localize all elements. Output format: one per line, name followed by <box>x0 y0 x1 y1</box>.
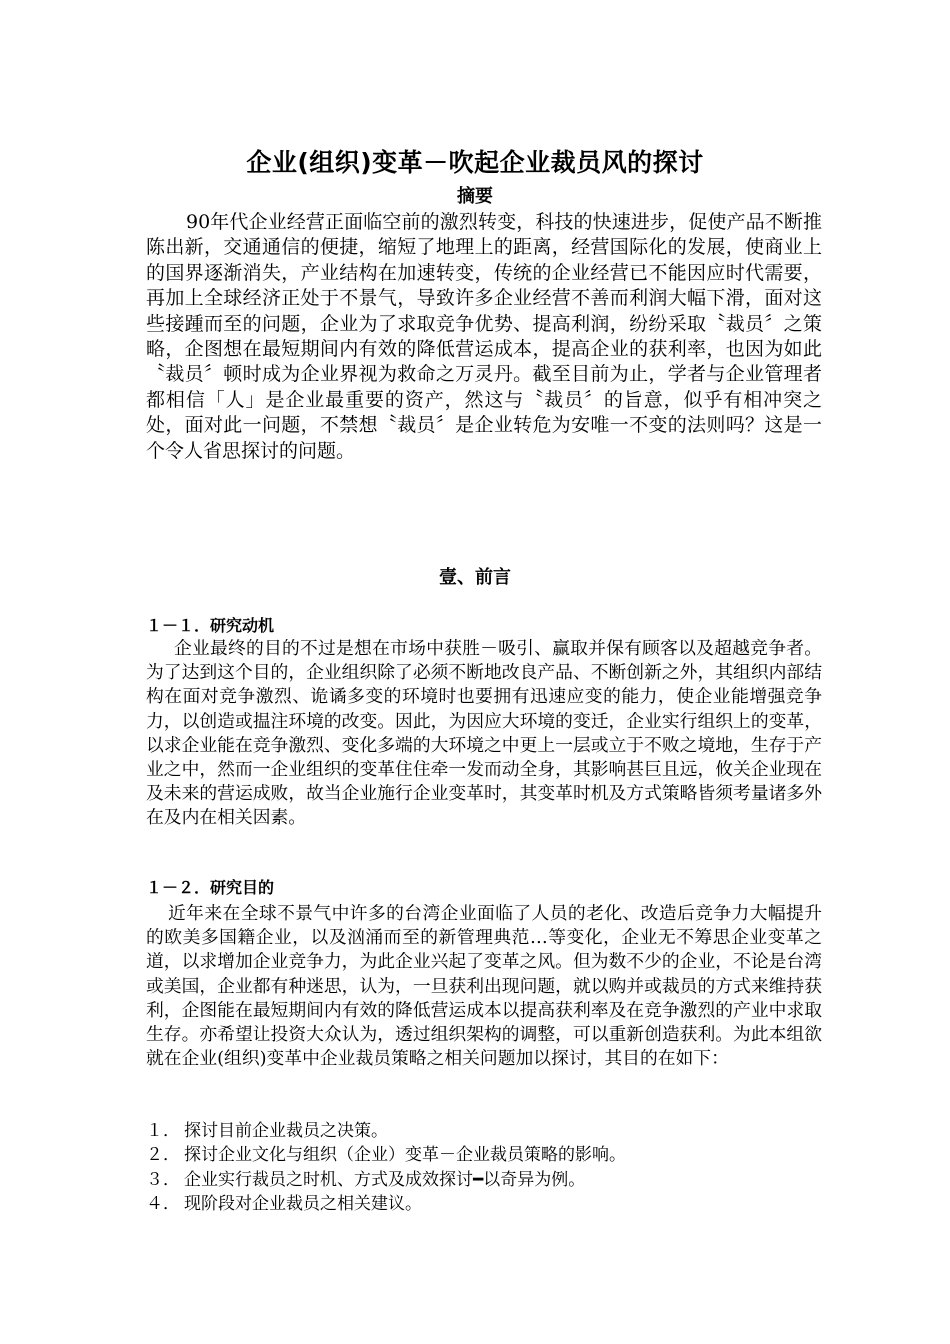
list-item-number: ４． <box>146 1194 180 1215</box>
list-item-text: 现阶段对企业裁员之相关建议。 <box>184 1194 422 1215</box>
list-item <box>146 1168 822 1192</box>
document-title: 企业(组织)变革－吹起企业裁员风的探讨 <box>246 148 704 177</box>
purpose-list <box>146 1119 822 1217</box>
list-item-number: １． <box>146 1121 180 1141</box>
abstract-heading: 摘要 <box>457 186 493 207</box>
list-item-number: ３． <box>146 1169 180 1190</box>
list-item-text: 探讨企业文化与组织（企业）变革－企业裁员策略的影响。 <box>184 1145 626 1166</box>
list-item-number: ２． <box>146 1145 180 1166</box>
subsection-heading-purpose: １－２．研究目的 <box>146 878 275 897</box>
section-heading-introduction: 壹、前言 <box>439 567 511 588</box>
list-item <box>146 1119 822 1143</box>
list-item <box>146 1192 822 1216</box>
abstract-text: 90年代企业经营正面临空前的激烈转变，科技的快速进步，促使产品不断推陈出新，交通通信的便捷，缩短了地理上的距离，经营国际化的发展，使商业上的国界逐渐消失，产业结构在加速转变，传统的企业经营已不能因应时代需要，再加上全球经济正处于不景气，导致许多企业经营不善而利润大幅下滑，面对这些接踵而至的问题，企业为了求取竞争优势、提高利润，纷纷采取〝裁员〞之策略，企图想在最短期间内有效的降低营运成本，提高企业的获利率，也因为如此〝裁员〞顿时成为企业界视为救命之万灵丹。截至目前为止，学者与企业管理者都相信「人」是企业最重要的资产，然这与〝裁员〞的旨意，似乎有相冲突之处，面对此一问题，不禁想〝裁员〞是企业转危为安唯一不变的法则吗？这是一个令人省思探讨的问题。 <box>146 211 822 462</box>
subsection-text-motivation: 企业最终的目的不过是想在市场中获胜－吸引、赢取并保有顾客以及超越竞争者。为了达到这个目的，企业组织除了必须不断地改良产品、不断创新之外，其组织内部结构在面对竞争激烈、诡谲多变的环境时也要拥有迅速应变的能力，使企业能增强竞争力，以创造或揾注环境的改变。因此，为因应大环境的变迁，企业实行组织上的变革，以求企业能在竞争激烈、变化多端的大环境之中更上一层或立于不败之境地，生存于产业之中，然而一企业组织的变革住住牵一发而动全身，其影响甚巨且远，攸关企业现在及未来的营运成败，故当企业施行企业变革时，其变革时机及方式策略皆须考量诸多外在及内在相关因素。 <box>146 638 822 829</box>
subsection-heading-motivation: １－１．研究动机 <box>146 616 275 635</box>
subsection-text-purpose: 近年来在全球不景气中许多的台湾企业面临了人员的老化、改造后竞争力大幅提升的欧美多国籍企业，以及汹涌而至的新管理典范…等变化，企业无不筹思企业变革之道，以求增加企业竞争力，为此企业兴起了变革之风。但为数不少的企业，不论是台湾或美国，企业都有种迷思，认为，一旦获利出现问题，就以购并或裁员的方式来维持获利，企图能在最短期间内有效的降低营运成本以提高获利率及在竞争激烈的产业中求取生存。亦希望让投资大众认为，透过组织架构的调整，可以重新创造获利。为此本组欲就在企业(组织)变革中企业裁员策略之相关问题加以探讨，其目的在如下： <box>146 903 822 1070</box>
list-item-text: 探讨目前企业裁员之决策。 <box>184 1121 388 1141</box>
list-item-text: 企业实行裁员之时机、方式及成效探讨━以奇异为例。 <box>184 1169 586 1190</box>
list-item <box>146 1143 822 1167</box>
